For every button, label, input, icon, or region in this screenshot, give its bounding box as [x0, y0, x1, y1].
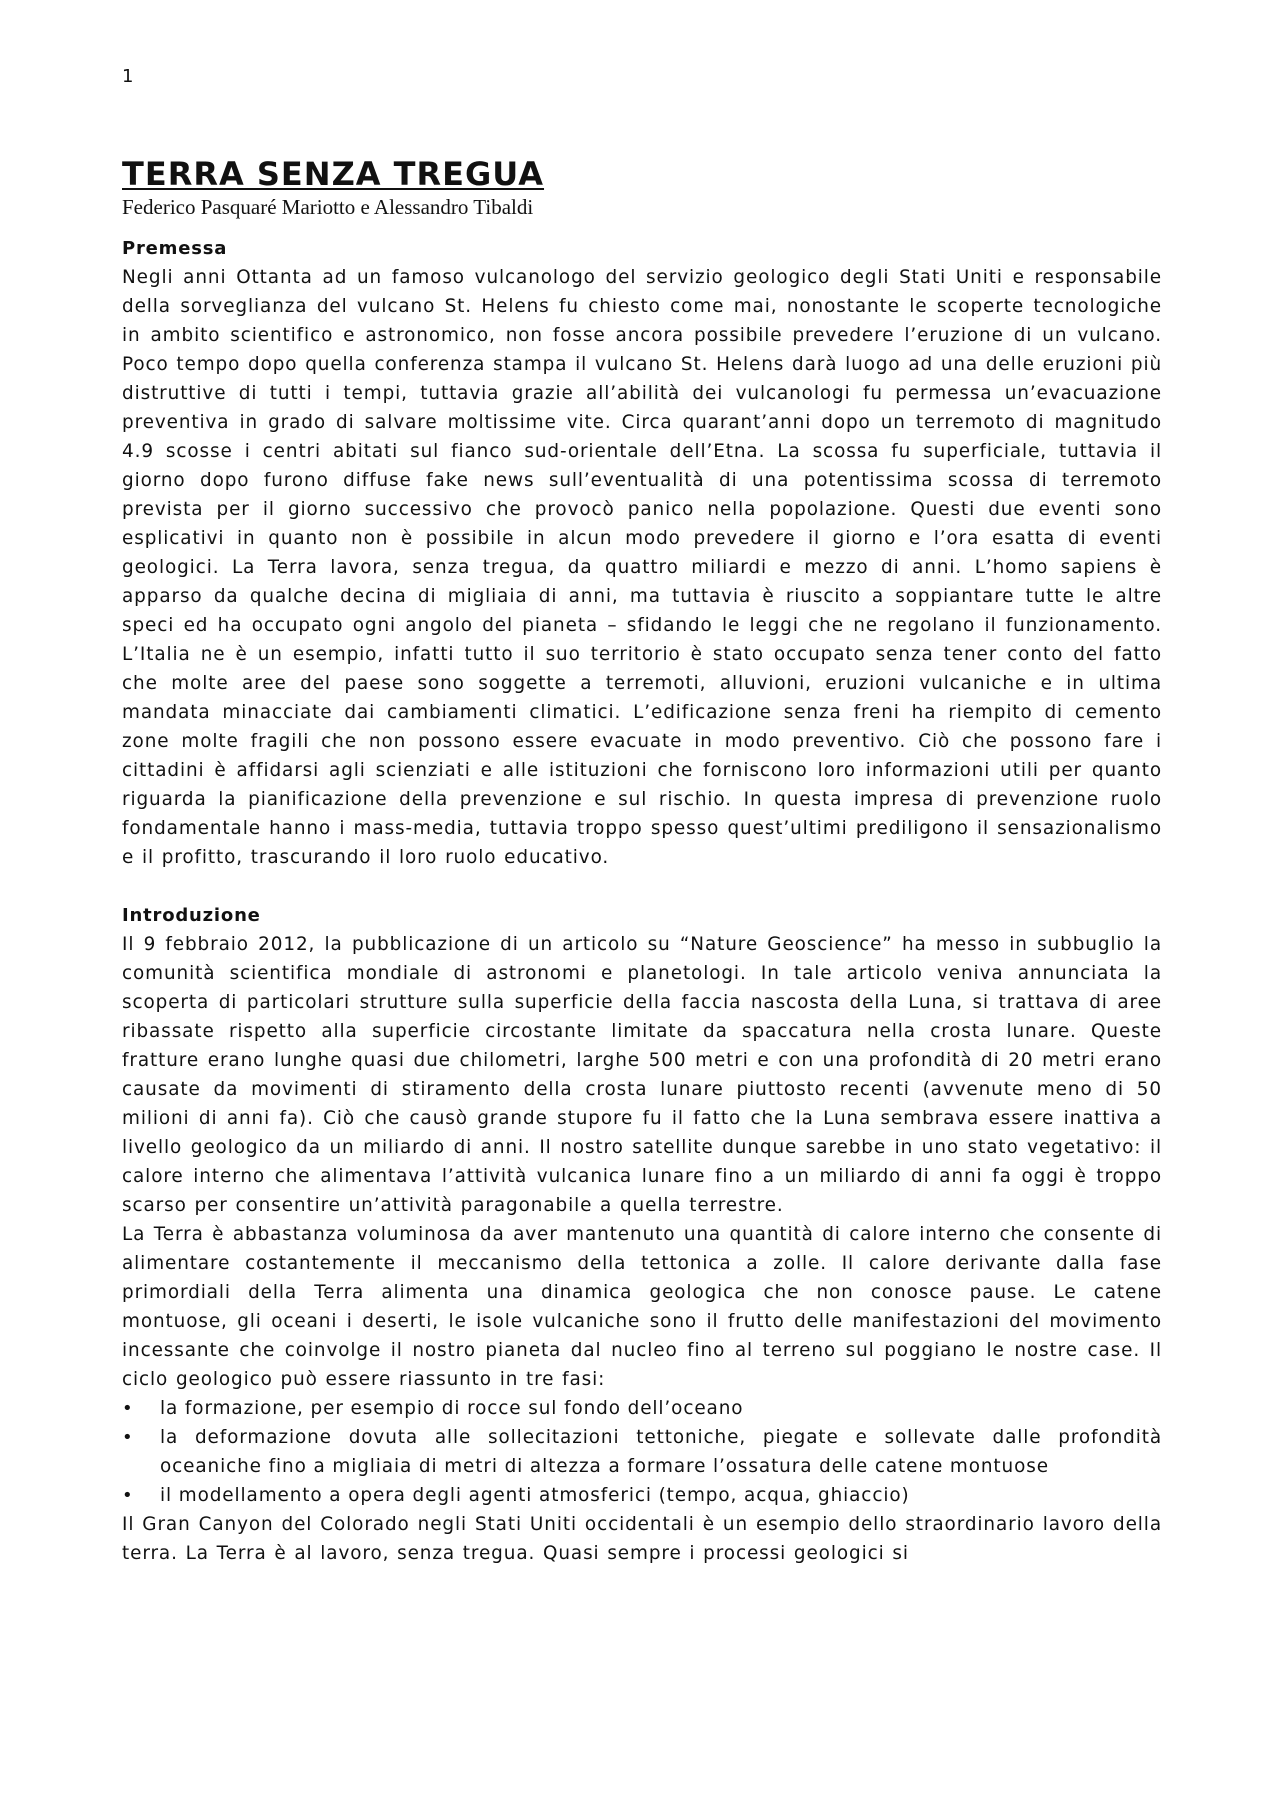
list-item-text: la deformazione dovuta alle sollecitazioni tettoniche, piegate e sollevate dalle profondità oceaniche fino a migliaia di metri di altezza a formare l’ossatura delle catene montuose — [160, 1427, 1162, 1477]
bullet-icon: • — [122, 1427, 134, 1448]
page-number: 1 — [122, 66, 134, 87]
list-item — [122, 1423, 1162, 1481]
bullet-icon: • — [122, 1398, 134, 1419]
section-heading-premessa: Premessa — [122, 238, 228, 259]
document-title: TERRA SENZA TREGUA — [122, 155, 545, 193]
introduzione-paragraph-2: La Terra è abbastanza voluminosa da aver mantenuto una quantità di calore interno che consente di alimentare costantemente il meccanismo della tettonica a zolle. Il calore derivante dalla fase primordiali della Terra alimenta una dinamica geologica che non conosce pause. Le catene montuose, gli oceani i deserti, le isole vulcaniche sono il frutto delle manifestazioni del movimento incessante che coinvolge il nostro pianeta dal nucleo fino al terreno sul poggiano le nostre case. Il ciclo geologico può essere riassunto in tre fasi: — [122, 1224, 1162, 1390]
section-heading-introduzione: Introduzione — [122, 905, 261, 926]
list-item-text: la formazione, per esempio di rocce sul fondo dell’oceano — [160, 1398, 744, 1419]
list-item-text: il modellamento a opera degli agenti atmosferici (tempo, acqua, ghiaccio) — [160, 1485, 910, 1506]
authors-line: Federico Pasquaré Mariotto e Alessandro Tibaldi — [122, 195, 534, 219]
introduzione-paragraph-3: Il Gran Canyon del Colorado negli Stati Uniti occidentali è un esempio dello straordinario lavoro della terra. La Terra è al lavoro, senza tregua. Quasi sempre i processi geologici si — [122, 1514, 1162, 1564]
document-body — [122, 154, 1162, 1568]
introduzione-paragraph-1: Il 9 febbraio 2012, la pubblicazione di un articolo su “Nature Geoscience” ha messo in subbuglio la comunità scientifica mondiale di astronomi e planetologi. In tale articolo veniva annunciata la scoperta di particolari strutture sulla superficie della faccia nascosta della Luna, si trattava di aree ribassate rispetto alla superficie circostante limitate da spaccatura nella crosta lunare. Queste fratture erano lunghe quasi due chilometri, larghe 500 metri e con una profondità di 20 metri erano causate da movimenti di stiramento della crosta lunare piuttosto recenti (avvenute meno di 50 milioni di anni fa). Ciò che causò grande stupore fu il fatto che la Luna sembrava essere inattiva a livello geologico da un miliardo di anni. Il nostro satellite dunque sarebbe in uno stato vegetativo: il calore interno che alimentava l’attività vulcanica lunare fino a un miliardo di anni fa oggi è troppo scarso per consentire un’attività paragonabile a quella terrestre. — [122, 934, 1162, 1216]
premessa-paragraph: Negli anni Ottanta ad un famoso vulcanologo del servizio geologico degli Stati Uniti e responsabile della sorveglianza del vulcano St. Helens fu chiesto come mai, nonostante le scoperte tecnologiche in ambito scientifico e astronomico, non fosse ancora possibile prevedere l’eruzione di un vulcano. Poco tempo dopo quella conferenza stampa il vulcano St. Helens darà luogo ad una delle eruzioni più distruttive di tutti i tempi, tuttavia grazie all’abilità dei vulcanologi fu permessa un’evacuazione preventiva in grado di salvare moltissime vite. Circa quarant’anni dopo un terremoto di magnitudo 4.9 scosse i centri abitati sul fianco sud-orientale dell’Etna. La scossa fu superficiale, tuttavia il giorno dopo furono diffuse fake news sull’eventualità di una potentissima scossa di terremoto prevista per il giorno successivo che provocò panico nella popolazione. Questi due eventi sono esplicativi in quanto non è possibile in alcun modo prevedere il giorno e l’ora esatta di eventi geologici. La Terra lavora, senza tregua, da quattro miliardi e mezzo di anni. L’homo sapiens è apparso da qualche decina di migliaia di anni, ma tuttavia è riuscito a soppiantare tutte le altre speci ed ha occupato ogni angolo del pianeta – sfidando le leggi che ne regolano il funzionamento. L’Italia ne è un esempio, infatti tutto il suo territorio è stato occupato senza tener conto del fatto che molte aree del paese sono soggette a terremoti, alluvioni, eruzioni vulcaniche e in ultima mandata minacciate dai cambiamenti climatici. L’edificazione senza freni ha riempito di cemento zone molte fragili che non possono essere evacuate in modo preventivo. Ciò che possono fare i cittadini è affidarsi agli scienziati e alle istituzioni che forniscono loro informazioni utili per quanto riguarda la pianificazione della prevenzione e sul rischio. In questa impresa di prevenzione ruolo fondamentale hanno i mass-media, tuttavia troppo spesso quest’ultimi prediligono il sensazionalismo e il profitto, trascurando il loro ruolo educativo. — [122, 267, 1163, 868]
bullet-icon: • — [122, 1485, 134, 1506]
list-item — [122, 1394, 1162, 1423]
geologic-cycle-list — [122, 1394, 1162, 1510]
list-item — [122, 1481, 1162, 1510]
